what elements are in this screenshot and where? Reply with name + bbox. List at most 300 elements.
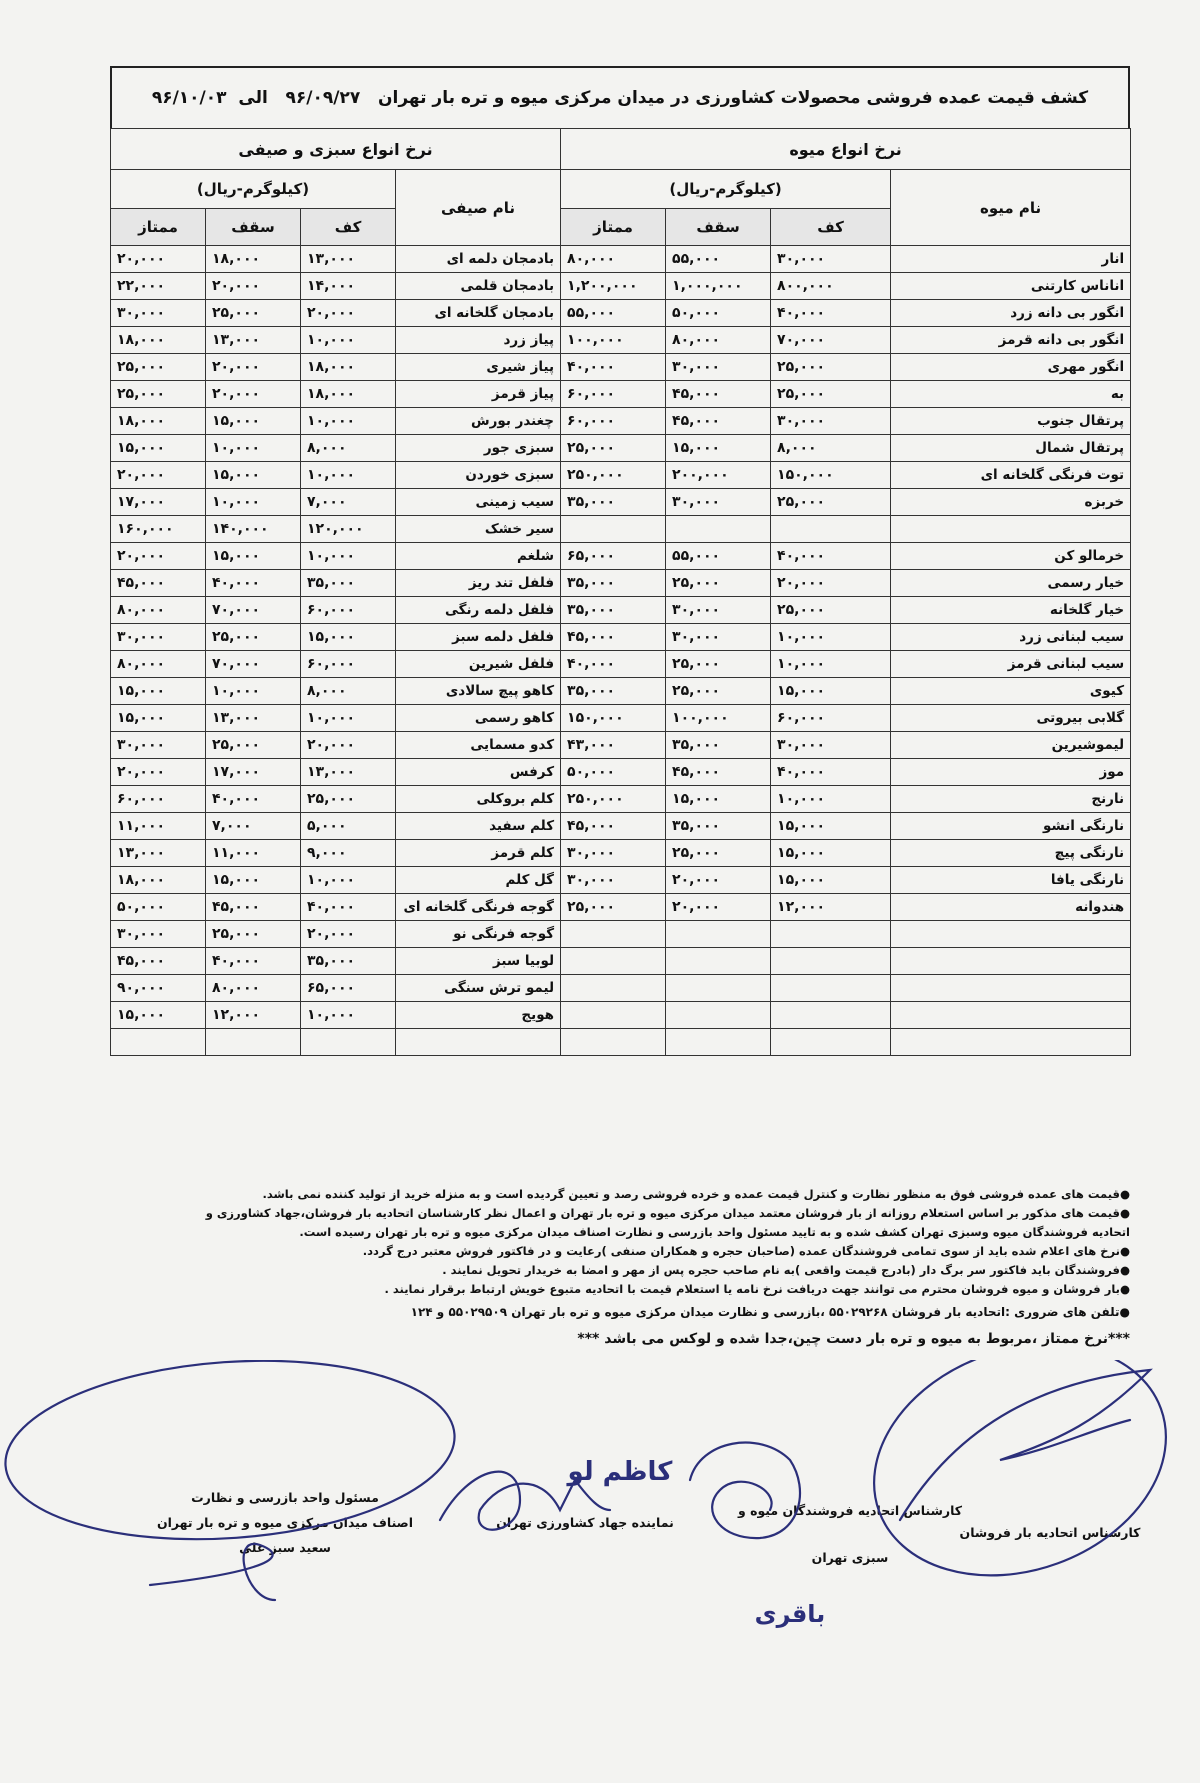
signatory-title: مسئول واحد بازرسی و نظارت <box>191 1490 379 1505</box>
table-row <box>111 651 1131 678</box>
fruit-min-price: ۲۵,۰۰۰ <box>771 489 891 516</box>
table-row <box>111 435 1131 462</box>
veg-max-price <box>206 1029 301 1056</box>
fruit-name <box>891 948 1131 975</box>
veg-section-header: نرخ انواع سبزی و صیفی <box>111 129 561 170</box>
veg-premium-price: ۳۰,۰۰۰ <box>111 624 206 651</box>
veg-min-price: ۲۵,۰۰۰ <box>301 786 396 813</box>
veg-premium-price: ۲۵,۰۰۰ <box>111 354 206 381</box>
veg-name: سیب زمینی <box>396 489 561 516</box>
fruit-min-price: ۸۰۰,۰۰۰ <box>771 273 891 300</box>
table-row <box>111 840 1131 867</box>
fruit-unit-header: (کیلوگرم-ریال) <box>561 170 891 209</box>
fruit-max-price: ۵۵,۰۰۰ <box>666 543 771 570</box>
veg-min-price: ۳۵,۰۰۰ <box>301 948 396 975</box>
veg-premium-price: ۲۰,۰۰۰ <box>111 462 206 489</box>
fruit-premium-price: ۳۵,۰۰۰ <box>561 570 666 597</box>
fruit-max-price: ۴۵,۰۰۰ <box>666 381 771 408</box>
fruit-name: خیار رسمی <box>891 570 1131 597</box>
fruit-premium-price: ۲۵۰,۰۰۰ <box>561 786 666 813</box>
fruit-max-price: ۲۵,۰۰۰ <box>666 570 771 597</box>
table-row <box>111 624 1131 651</box>
veg-unit-header: (کیلوگرم-ریال) <box>111 170 396 209</box>
fruit-max-price: ۲۵,۰۰۰ <box>666 678 771 705</box>
fruit-min-price <box>771 921 891 948</box>
veg-name: فلفل دلمه سبز <box>396 624 561 651</box>
veg-max-price: ۴۵,۰۰۰ <box>206 894 301 921</box>
veg-name: کلم قرمز <box>396 840 561 867</box>
fruit-premium-price <box>561 1029 666 1056</box>
veg-min-price: ۵,۰۰۰ <box>301 813 396 840</box>
fruit-min-price: ۱۵,۰۰۰ <box>771 867 891 894</box>
veg-min-price: ۳۵,۰۰۰ <box>301 570 396 597</box>
veg-min-price: ۱۵,۰۰۰ <box>301 624 396 651</box>
table-row <box>111 759 1131 786</box>
fruit-name: نارنج <box>891 786 1131 813</box>
veg-name: بادمجان قلمی <box>396 273 561 300</box>
veg-max-price: ۲۵,۰۰۰ <box>206 300 301 327</box>
signatures-and-stamps <box>0 1360 1200 1783</box>
fruit-max-price: ۲۰۰,۰۰۰ <box>666 462 771 489</box>
veg-name: بادمجان دلمه ای <box>396 246 561 273</box>
fruit-min-price: ۳۰,۰۰۰ <box>771 246 891 273</box>
fruit-premium-price: ۳۵,۰۰۰ <box>561 489 666 516</box>
table-row <box>111 300 1131 327</box>
fruit-max-price: ۳۵,۰۰۰ <box>666 732 771 759</box>
fruit-min-price: ۲۵,۰۰۰ <box>771 354 891 381</box>
fruit-name: خرمالو کن <box>891 543 1131 570</box>
fruit-name: نارنگی انشو <box>891 813 1131 840</box>
veg-premium-price: ۸۰,۰۰۰ <box>111 651 206 678</box>
table-row <box>111 786 1131 813</box>
fruit-name: خربزه <box>891 489 1131 516</box>
notes-block <box>110 1185 1130 1349</box>
fruit-min-price: ۴۰,۰۰۰ <box>771 759 891 786</box>
veg-premium-header: ممتاز <box>111 209 206 246</box>
fruit-max-price: ۴۵,۰۰۰ <box>666 408 771 435</box>
veg-min-header: کف <box>301 209 396 246</box>
veg-name: فلفل شیرین <box>396 651 561 678</box>
fruit-min-price: ۸,۰۰۰ <box>771 435 891 462</box>
veg-min-price: ۷,۰۰۰ <box>301 489 396 516</box>
veg-min-price: ۶۵,۰۰۰ <box>301 975 396 1002</box>
fruit-name: به <box>891 381 1131 408</box>
table-row <box>111 1029 1131 1056</box>
fruit-min-price: ۴۰,۰۰۰ <box>771 300 891 327</box>
fruit-premium-price: ۲۵,۰۰۰ <box>561 894 666 921</box>
veg-max-price: ۴۰,۰۰۰ <box>206 570 301 597</box>
veg-min-price: ۶۰,۰۰۰ <box>301 597 396 624</box>
table-row <box>111 543 1131 570</box>
fruit-premium-price: ۴۰,۰۰۰ <box>561 354 666 381</box>
veg-premium-price: ۸۰,۰۰۰ <box>111 597 206 624</box>
fruit-min-price <box>771 975 891 1002</box>
veg-name: کاهو رسمی <box>396 705 561 732</box>
fruit-union-signature-stroke <box>690 1443 800 1539</box>
veg-name: لیمو ترش سنگی <box>396 975 561 1002</box>
fruit-premium-price: ۴۳,۰۰۰ <box>561 732 666 759</box>
table-row <box>111 597 1131 624</box>
fruit-name: نارنگی یافا <box>891 867 1131 894</box>
price-sheet <box>110 66 1130 1056</box>
fruit-min-price: ۷۰,۰۰۰ <box>771 327 891 354</box>
fruit-min-price: ۱۵۰,۰۰۰ <box>771 462 891 489</box>
veg-max-price: ۷۰,۰۰۰ <box>206 651 301 678</box>
fruit-name: پرتقال جنوب <box>891 408 1131 435</box>
fruit-max-price: ۳۵,۰۰۰ <box>666 813 771 840</box>
veg-max-price: ۱۴۰,۰۰۰ <box>206 516 301 543</box>
fruit-min-price: ۱۵,۰۰۰ <box>771 678 891 705</box>
fruit-max-price: ۳۰,۰۰۰ <box>666 624 771 651</box>
veg-max-price: ۲۵,۰۰۰ <box>206 624 301 651</box>
signatory-org: اصناف میدان مرکزی میوه و تره بار تهران <box>156 1515 414 1530</box>
veg-max-price: ۱۰,۰۰۰ <box>206 489 301 516</box>
veg-name: پیاز شیری <box>396 354 561 381</box>
fruit-min-price: ۱۰,۰۰۰ <box>771 786 891 813</box>
veg-name: گل کلم <box>396 867 561 894</box>
veg-name: پیاز زرد <box>396 327 561 354</box>
note-line: ●فروشندگان باید فاکتور سر برگ دار (بادرج قیمت واقعی )به نام صاحب حجره پس از مهر و امضا به خریدار تحویل نمایند . <box>442 1263 1130 1277</box>
veg-premium-price: ۲۰,۰۰۰ <box>111 246 206 273</box>
fruit-min-price: ۲۵,۰۰۰ <box>771 597 891 624</box>
veg-premium-price: ۹۰,۰۰۰ <box>111 975 206 1002</box>
veg-min-price: ۶۰,۰۰۰ <box>301 651 396 678</box>
veg-min-price: ۱۰,۰۰۰ <box>301 408 396 435</box>
veg-premium-price: ۱۱,۰۰۰ <box>111 813 206 840</box>
veg-max-price: ۱۷,۰۰۰ <box>206 759 301 786</box>
veg-min-price: ۴۰,۰۰۰ <box>301 894 396 921</box>
veg-name: کرفس <box>396 759 561 786</box>
veg-min-price: ۱۴,۰۰۰ <box>301 273 396 300</box>
fruit-name: انار <box>891 246 1131 273</box>
veg-min-price: ۱۸,۰۰۰ <box>301 381 396 408</box>
veg-max-price: ۱۸,۰۰۰ <box>206 246 301 273</box>
fruit-premium-price: ۳۰,۰۰۰ <box>561 840 666 867</box>
veg-min-price: ۱۳,۰۰۰ <box>301 246 396 273</box>
veg-min-price: ۱۳,۰۰۰ <box>301 759 396 786</box>
veg-premium-price: ۵۰,۰۰۰ <box>111 894 206 921</box>
fruit-min-price: ۱۵,۰۰۰ <box>771 813 891 840</box>
fruit-premium-price <box>561 948 666 975</box>
fruit-max-price: ۱۰۰,۰۰۰ <box>666 705 771 732</box>
fruit-name: انگور مهری <box>891 354 1131 381</box>
veg-max-header: سقف <box>206 209 301 246</box>
table-row <box>111 813 1131 840</box>
fruit-max-header: سقف <box>666 209 771 246</box>
veg-premium-price: ۳۰,۰۰۰ <box>111 732 206 759</box>
veg-premium-price: ۱۶۰,۰۰۰ <box>111 516 206 543</box>
table-row <box>111 516 1131 543</box>
fruit-max-price: ۳۰,۰۰۰ <box>666 489 771 516</box>
fruit-min-price <box>771 516 891 543</box>
fruit-name: خیار گلخانه <box>891 597 1131 624</box>
inspection-signature-stroke <box>150 1544 275 1600</box>
note-line: ●قیمت های عمده فروشی فوق به منظور نظارت و کنترل قیمت عمده و خرده فروشی رصد و تعیین گردیده است و به منزله خرید از تولید کننده نمی باشد. <box>262 1187 1130 1201</box>
fruit-name <box>891 1029 1131 1056</box>
veg-max-price: ۱۱,۰۰۰ <box>206 840 301 867</box>
fruit-max-price: ۳۰,۰۰۰ <box>666 354 771 381</box>
fruit-max-price: ۵۵,۰۰۰ <box>666 246 771 273</box>
fruit-name: پرتقال شمال <box>891 435 1131 462</box>
table-row <box>111 975 1131 1002</box>
veg-max-price: ۷,۰۰۰ <box>206 813 301 840</box>
table-row <box>111 246 1131 273</box>
fruit-max-price <box>666 921 771 948</box>
fruit-premium-price: ۶۵,۰۰۰ <box>561 543 666 570</box>
table-row <box>111 408 1131 435</box>
fruit-name: انگور بی دانه قرمز <box>891 327 1131 354</box>
veg-name: کلم بروکلی <box>396 786 561 813</box>
veg-min-price: ۲۰,۰۰۰ <box>301 921 396 948</box>
fruit-min-price: ۳۰,۰۰۰ <box>771 732 891 759</box>
fruit-name <box>891 1002 1131 1029</box>
veg-name: شلغم <box>396 543 561 570</box>
veg-premium-price: ۲۵,۰۰۰ <box>111 381 206 408</box>
fruit-max-price: ۸۰,۰۰۰ <box>666 327 771 354</box>
veg-premium-price: ۲۰,۰۰۰ <box>111 759 206 786</box>
table-row <box>111 570 1131 597</box>
veg-name: گوجه فرنگی نو <box>396 921 561 948</box>
fruit-min-price: ۱۲,۰۰۰ <box>771 894 891 921</box>
veg-name: کلم سفید <box>396 813 561 840</box>
fruit-section-header: نرخ انواع میوه <box>561 129 1131 170</box>
fruit-premium-price: ۱,۲۰۰,۰۰۰ <box>561 273 666 300</box>
wholesalers-signature-stroke <box>900 1370 1150 1520</box>
fruit-max-price: ۲۰,۰۰۰ <box>666 867 771 894</box>
fruit-max-price <box>666 1029 771 1056</box>
table-row <box>111 462 1131 489</box>
veg-premium-price <box>111 1029 206 1056</box>
veg-max-price: ۲۰,۰۰۰ <box>206 381 301 408</box>
veg-min-price: ۱۸,۰۰۰ <box>301 354 396 381</box>
fruit-min-price: ۲۰,۰۰۰ <box>771 570 891 597</box>
fruit-max-price: ۱۵,۰۰۰ <box>666 435 771 462</box>
veg-premium-price: ۱۷,۰۰۰ <box>111 489 206 516</box>
note-line: اتحادیه فروشندگان میوه وسبزی تهران کشف شده و به تایید مسئول واحد بازرسی و نظارت اصناف میدان مرکزی میوه و تره بار تهران رسیده است. <box>299 1225 1130 1239</box>
fruit-name: لیموشیرین <box>891 732 1131 759</box>
veg-name: فلفل دلمه رنگی <box>396 597 561 624</box>
veg-premium-price: ۱۵,۰۰۰ <box>111 1002 206 1029</box>
table-row <box>111 381 1131 408</box>
veg-name: چغندر بورش <box>396 408 561 435</box>
fruit-premium-price: ۳۵,۰۰۰ <box>561 597 666 624</box>
fruit-premium-price <box>561 516 666 543</box>
fruit-max-price: ۱,۰۰۰,۰۰۰ <box>666 273 771 300</box>
table-row <box>111 732 1131 759</box>
veg-max-price: ۱۲,۰۰۰ <box>206 1002 301 1029</box>
fruit-premium-price: ۵۵,۰۰۰ <box>561 300 666 327</box>
veg-premium-price: ۱۳,۰۰۰ <box>111 840 206 867</box>
fruit-premium-price: ۳۵,۰۰۰ <box>561 678 666 705</box>
veg-min-price: ۱۰,۰۰۰ <box>301 1002 396 1029</box>
fruit-premium-price: ۲۵۰,۰۰۰ <box>561 462 666 489</box>
fruit-name: گلابی بیروتی <box>891 705 1131 732</box>
fruit-min-price: ۱۵,۰۰۰ <box>771 840 891 867</box>
fruit-premium-price: ۸۰,۰۰۰ <box>561 246 666 273</box>
veg-max-price: ۱۰,۰۰۰ <box>206 678 301 705</box>
fruit-name: موز <box>891 759 1131 786</box>
table-row <box>111 1002 1131 1029</box>
fruit-name: سیب لبنانی زرد <box>891 624 1131 651</box>
fruit-name: انگور بی دانه زرد <box>891 300 1131 327</box>
table-row <box>111 327 1131 354</box>
veg-premium-price: ۶۰,۰۰۰ <box>111 786 206 813</box>
veg-max-price: ۷۰,۰۰۰ <box>206 597 301 624</box>
veg-max-price: ۸۰,۰۰۰ <box>206 975 301 1002</box>
table-row <box>111 273 1131 300</box>
fruit-max-price: ۴۵,۰۰۰ <box>666 759 771 786</box>
signatory-person: سعید سبز علی <box>239 1540 331 1555</box>
fruit-premium-price <box>561 921 666 948</box>
veg-min-price: ۲۰,۰۰۰ <box>301 732 396 759</box>
veg-name-header: نام صیفی <box>396 170 561 246</box>
note-line: ●بار فروشان و میوه فروشان محترم می توانند جهت دریافت نرخ نامه یا استعلام قیمت با اتحادیه متبوع خویش ارتباط برقرار نمایند . <box>384 1282 1130 1296</box>
fruit-premium-price: ۴۵,۰۰۰ <box>561 624 666 651</box>
table-row <box>111 948 1131 975</box>
fruit-max-price <box>666 975 771 1002</box>
veg-name <box>396 1029 561 1056</box>
fruit-max-price <box>666 516 771 543</box>
veg-name: کاهو پیچ سالادی <box>396 678 561 705</box>
veg-min-price: ۱۰,۰۰۰ <box>301 705 396 732</box>
fruit-min-price: ۴۰,۰۰۰ <box>771 543 891 570</box>
fruit-name: توت فرنگی گلخانه ای <box>891 462 1131 489</box>
fruit-min-price <box>771 1002 891 1029</box>
signatory-org: سبزی تهران <box>811 1550 889 1565</box>
table-row <box>111 921 1131 948</box>
fruit-max-price: ۲۰,۰۰۰ <box>666 894 771 921</box>
veg-premium-price: ۱۵,۰۰۰ <box>111 435 206 462</box>
fruit-name-header: نام میوه <box>891 170 1131 246</box>
veg-max-price: ۱۳,۰۰۰ <box>206 327 301 354</box>
table-row <box>111 705 1131 732</box>
fruit-name: اناناس کارتنی <box>891 273 1131 300</box>
signatory-title: نماینده جهاد کشاورزی تهران <box>496 1515 674 1530</box>
table-row <box>111 489 1131 516</box>
fruit-name: سیب لبنانی قرمز <box>891 651 1131 678</box>
fruit-min-price: ۱۰,۰۰۰ <box>771 651 891 678</box>
fruit-min-price: ۲۵,۰۰۰ <box>771 381 891 408</box>
fruit-name <box>891 921 1131 948</box>
signatory-title: کارشناس اتحادیه فروشندگان میوه و <box>737 1503 963 1518</box>
veg-premium-price: ۱۸,۰۰۰ <box>111 867 206 894</box>
fruit-premium-price: ۱۰۰,۰۰۰ <box>561 327 666 354</box>
veg-max-price: ۲۰,۰۰۰ <box>206 273 301 300</box>
wholesalers-stamp-outline <box>841 1360 1198 1615</box>
veg-premium-price: ۱۵,۰۰۰ <box>111 705 206 732</box>
fruit-max-price: ۵۰,۰۰۰ <box>666 300 771 327</box>
phone-numbers: ●تلفن های ضروری :اتحادیه بار فروشان ۵۵۰۲۹۲۶۸ ،بازرسی و نظارت میدان مرکزی میوه و تره بار تهران ۵۵۰۲۹۵۰۹ و ۱۲۴ <box>410 1305 1130 1319</box>
fruit-min-header: کف <box>771 209 891 246</box>
veg-min-price: ۲۰,۰۰۰ <box>301 300 396 327</box>
fruit-min-price: ۳۰,۰۰۰ <box>771 408 891 435</box>
fruit-premium-price: ۴۰,۰۰۰ <box>561 651 666 678</box>
veg-premium-price: ۳۰,۰۰۰ <box>111 921 206 948</box>
veg-max-price: ۴۰,۰۰۰ <box>206 786 301 813</box>
fruit-name: نارنگی پیچ <box>891 840 1131 867</box>
table-row <box>111 867 1131 894</box>
fruit-min-price: ۱۰,۰۰۰ <box>771 624 891 651</box>
veg-premium-price: ۱۸,۰۰۰ <box>111 327 206 354</box>
veg-premium-price: ۴۵,۰۰۰ <box>111 570 206 597</box>
veg-min-price: ۱۰,۰۰۰ <box>301 327 396 354</box>
veg-max-price: ۲۵,۰۰۰ <box>206 921 301 948</box>
veg-name: بادمجان گلخانه ای <box>396 300 561 327</box>
note-line: ●قیمت های مذکور بر اساس استعلام روزانه از بار فروشان معتمد میدان مرکزی میوه و تره بار تهران و اعمال نظر کارشناسان اتحادیه بار فروشان،جهاد کشاورزی و <box>205 1206 1130 1220</box>
veg-min-price <box>301 1029 396 1056</box>
fruit-max-price: ۱۵,۰۰۰ <box>666 786 771 813</box>
veg-premium-price: ۳۰,۰۰۰ <box>111 300 206 327</box>
fruit-premium-price: ۲۵,۰۰۰ <box>561 435 666 462</box>
fruit-name <box>891 516 1131 543</box>
veg-min-price: ۱۰,۰۰۰ <box>301 867 396 894</box>
fruit-min-price: ۶۰,۰۰۰ <box>771 705 891 732</box>
veg-max-price: ۱۵,۰۰۰ <box>206 867 301 894</box>
signature-kazemlou: کاظم لو <box>567 1457 673 1487</box>
veg-min-price: ۱۲۰,۰۰۰ <box>301 516 396 543</box>
note-line: ●نرخ های اعلام شده باید از سوی تمامی فروشندگان عمده (صاحبان حجره و همکاران صنفی )رعایت و در فاکتور فروش معتبر درج گردد. <box>362 1244 1130 1258</box>
fruit-max-price: ۲۵,۰۰۰ <box>666 651 771 678</box>
veg-min-price: ۱۰,۰۰۰ <box>301 543 396 570</box>
veg-min-price: ۱۰,۰۰۰ <box>301 462 396 489</box>
fruit-premium-header: ممتاز <box>561 209 666 246</box>
fruit-max-price: ۲۵,۰۰۰ <box>666 840 771 867</box>
signature-bagheri: باقری <box>754 1600 826 1628</box>
veg-max-price: ۲۰,۰۰۰ <box>206 354 301 381</box>
veg-max-price: ۴۰,۰۰۰ <box>206 948 301 975</box>
fruit-premium-price: ۶۰,۰۰۰ <box>561 408 666 435</box>
fruit-premium-price <box>561 975 666 1002</box>
premium-note: ***نرخ ممتاز ،مربوط به میوه و تره بار دست چین،جدا شده و لوکس می باشد *** <box>577 1331 1130 1347</box>
veg-max-price: ۱۵,۰۰۰ <box>206 408 301 435</box>
veg-max-price: ۱۵,۰۰۰ <box>206 462 301 489</box>
veg-name: سبزی خوردن <box>396 462 561 489</box>
veg-min-price: ۹,۰۰۰ <box>301 840 396 867</box>
veg-name: لوبیا سبز <box>396 948 561 975</box>
signatory-title: کارشناس اتحادیه بار فروشان <box>959 1525 1141 1540</box>
veg-name: سبزی جور <box>396 435 561 462</box>
fruit-max-price: ۳۰,۰۰۰ <box>666 597 771 624</box>
veg-premium-price: ۲۲,۰۰۰ <box>111 273 206 300</box>
page-title: کشف قیمت عمده فروشی محصولات کشاورزی در میدان مرکزی میوه و تره بار تهران ۹۶/۰۹/۲۷ الی ۹۶/۱۰/۰۳ <box>110 66 1130 128</box>
veg-min-price: ۸,۰۰۰ <box>301 678 396 705</box>
veg-premium-price: ۴۵,۰۰۰ <box>111 948 206 975</box>
veg-name: کدو مسمایی <box>396 732 561 759</box>
fruit-premium-price: ۵۰,۰۰۰ <box>561 759 666 786</box>
fruit-premium-price <box>561 1002 666 1029</box>
fruit-name: هندوانه <box>891 894 1131 921</box>
table-row <box>111 894 1131 921</box>
fruit-min-price <box>771 948 891 975</box>
fruit-max-price <box>666 1002 771 1029</box>
table-row <box>111 354 1131 381</box>
veg-premium-price: ۱۵,۰۰۰ <box>111 678 206 705</box>
fruit-max-price <box>666 948 771 975</box>
table-row <box>111 678 1131 705</box>
veg-premium-price: ۲۰,۰۰۰ <box>111 543 206 570</box>
veg-name: هویج <box>396 1002 561 1029</box>
fruit-name <box>891 975 1131 1002</box>
fruit-min-price <box>771 1029 891 1056</box>
fruit-premium-price: ۶۰,۰۰۰ <box>561 381 666 408</box>
veg-max-price: ۲۵,۰۰۰ <box>206 732 301 759</box>
veg-premium-price: ۱۸,۰۰۰ <box>111 408 206 435</box>
price-table <box>110 128 1131 1056</box>
fruit-premium-price: ۳۰,۰۰۰ <box>561 867 666 894</box>
veg-name: فلفل تند ریز <box>396 570 561 597</box>
veg-max-price: ۱۵,۰۰۰ <box>206 543 301 570</box>
fruit-premium-price: ۴۵,۰۰۰ <box>561 813 666 840</box>
